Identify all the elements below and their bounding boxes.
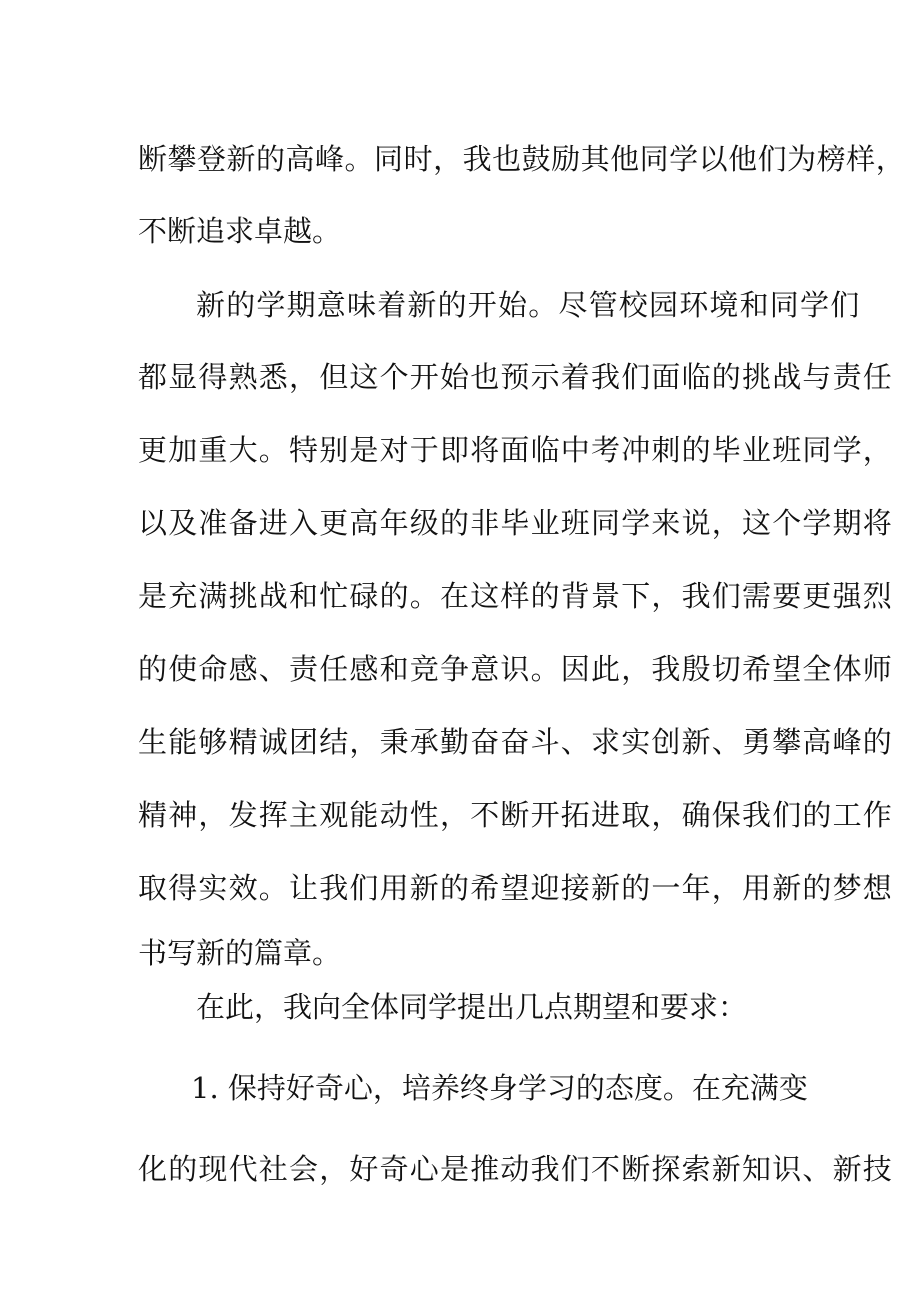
list-item-line: 1. 保持好奇心，培养终身学习的态度。在充满变 — [191, 1071, 808, 1105]
text-line: 精神，发挥主观能动性，不断开拓进取，确保我们的工作 — [138, 798, 894, 832]
paragraph-start-line: 在此，我向全体同学提出几点期望和要求： — [196, 990, 748, 1024]
text-line: 的使命感、责任感和竞争意识。因此，我殷切希望全体师 — [138, 652, 894, 686]
text-line: 书写新的篇章。 — [138, 936, 342, 970]
text-line: 以及准备进入更高年级的非毕业班同学来说，这个学期将 — [138, 506, 894, 540]
text-line: 不断追求卓越。 — [138, 214, 342, 248]
text-line: 断攀登新的高峰。同时，我也鼓励其他同学以他们为榜样， — [138, 142, 906, 176]
text-line: 化的现代社会，好奇心是推动我们不断探索新知识、新技 — [138, 1152, 894, 1186]
text-line: 都显得熟悉，但这个开始也预示着我们面临的挑战与责任 — [138, 360, 894, 394]
text-line: 取得实效。让我们用新的希望迎接新的一年，用新的梦想 — [138, 871, 894, 905]
text-line: 生能够精诚团结，秉承勤奋奋斗、求实创新、勇攀高峰的 — [138, 725, 894, 759]
text-line: 是充满挑战和忙碌的。在这样的背景下，我们需要更强烈 — [138, 579, 894, 613]
paragraph-start-line: 新的学期意味着新的开始。尽管校园环境和同学们 — [196, 288, 861, 322]
text-line: 更加重大。特别是对于即将面临中考冲刺的毕业班同学， — [138, 433, 894, 467]
